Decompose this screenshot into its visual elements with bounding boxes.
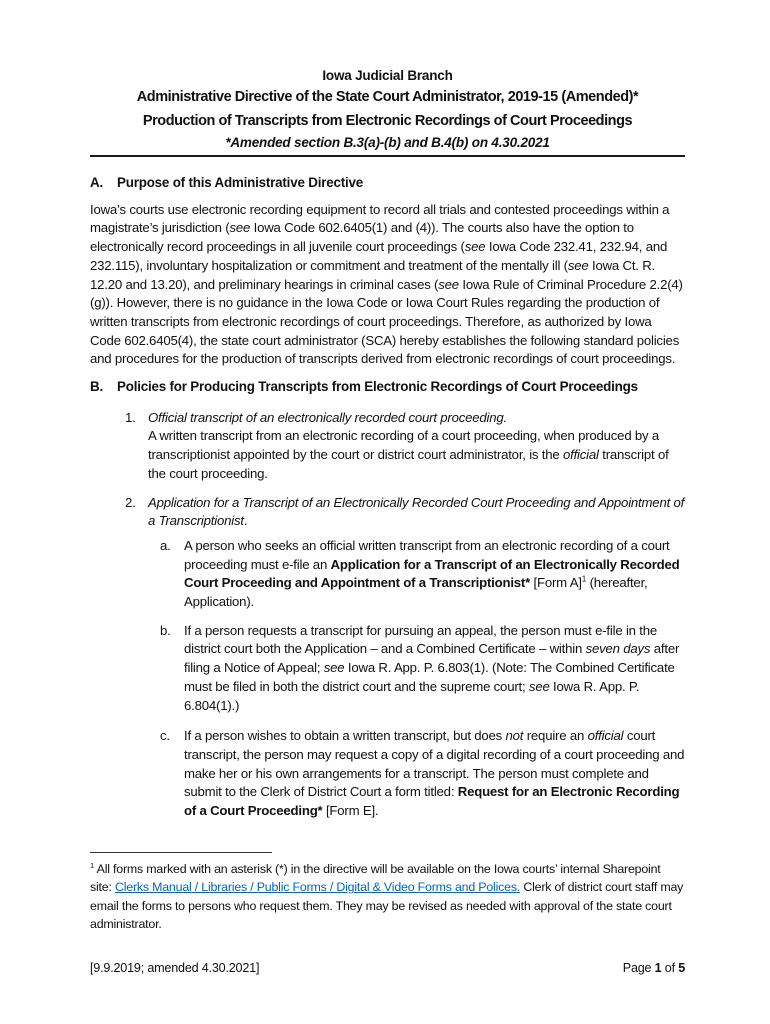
list-item-2 [90, 494, 685, 531]
text-run: 5 [678, 961, 685, 975]
section-a-paragraph [90, 201, 685, 369]
list-subitem-b-letter: b. [160, 622, 171, 638]
list-subitem-a-letter: a. [160, 537, 171, 553]
text-run: require an [523, 728, 588, 744]
text-run: not [505, 728, 524, 744]
document-header [90, 66, 685, 152]
text-run: Application for a Transcript of an Electronically Recorded Court Proceeding and Appointment of a Transcriptionist* [184, 556, 680, 591]
list-item-2-text [148, 495, 684, 529]
list-subitem-b [90, 622, 685, 716]
list-item-1-text [148, 410, 669, 481]
text-run: [Form E]. [322, 803, 379, 819]
list-subitem-c-text [184, 728, 684, 818]
text-run: see [528, 678, 550, 694]
text-run: If a person requests a transcript for pursuing an appeal, the person must e-file in the district court both the Application – and a Combined Certificate – within [184, 622, 658, 657]
text-run: Iowa Rule of Criminal Procedure 2.2(4)(g)). However, there is no guidance in the Iowa Code or Iowa Court Rules regarding the production of written transcripts from electronic recordings of court proceedings. Therefore, as authorized by Iowa Code 602.6405(4), the state court administrator (SCA) hereby establishes the following standard policies and procedures for the production of transcripts derived from electronic recordings of court proceedings. [90, 276, 683, 367]
text-run: A person who seeks an official written transcript from an electronic recording of a court proceeding must e-file an [184, 537, 670, 572]
text-run: of [661, 961, 679, 975]
section-b-heading-text: Policies for Producing Transcripts from Electronic Recordings of Court Proceedings [117, 379, 638, 395]
list-subitem-b-text [184, 623, 679, 713]
list-item-1 [90, 409, 685, 484]
footer-revision-date: [9.9.2019; amended 4.30.2021] [90, 961, 260, 975]
section-a-heading [90, 174, 685, 193]
text-run: after filing a Notice of Appeal; [184, 641, 680, 676]
text-run: Page [622, 961, 655, 975]
text-run: 1 [90, 860, 95, 870]
text-run: transcript of the court proceeding. [148, 447, 669, 481]
text-run: Iowa R. App. P. 6.803(1). (Note: The Combined Certificate must be filed in both the district court and the supreme court; [184, 660, 675, 694]
text-run: A written transcript from an electronic recording of a court proceeding, when produced by a transcriptionist appointed by the court or district court administrator, is the [148, 428, 660, 463]
list-subitem-c-letter: c. [160, 728, 170, 744]
text-run: Iowa Ct. R. 12.20 and 13.20), and preliminary hearings in criminal cases ( [90, 257, 656, 292]
text-run: Iowa Code 232.41, 232.94, and 232.115), involuntary hospitalization or commitment and treatment of the mentally ill ( [90, 239, 668, 273]
list-subitem-a-text [184, 538, 679, 609]
text-run: 1 [581, 574, 587, 584]
directive-subtitle: Production of Transcripts from Electronic Recordings of Court Proceedings [142, 113, 633, 129]
list-subitem-c [90, 727, 685, 821]
text-run: 1 [654, 961, 662, 975]
text-run: Request for an Electronic Recording of a Court Proceeding* [184, 784, 680, 819]
text-run: [Form A] [530, 575, 582, 591]
footer-page-number [623, 959, 685, 978]
section-a-label: A. [90, 175, 103, 190]
text-run: see [323, 660, 345, 676]
text-run: (hereafter, Application). [184, 575, 648, 610]
text-run: see [464, 239, 486, 255]
header-divider [90, 155, 685, 157]
list-subitem-a [90, 537, 685, 612]
text-run: court transcript, the person may request a copy of a digital recording of a court proceeding and make her or his own arrangements for a transcript. The person must complete and submit to the Clerk of District Court a form titled: [184, 728, 685, 800]
text-run: Iowa Code 602.6405(1) and (4)). The courts also have the option to electronically record proceedings in all juvenile court proceedings ( [90, 220, 634, 255]
text-run: If a person wishes to obtain a written transcript, but does [184, 728, 506, 744]
section-b-heading [90, 378, 685, 397]
list-item-2-number: 2. [125, 494, 136, 510]
text-run: All forms marked with an asterisk (*) in the directive will be available on the Iowa courts’ internal Sharepoint site: [90, 862, 661, 895]
text-run: official [587, 728, 624, 744]
text-run: Clerk of district court staff may email the forms to persons who request them. They may be revised as needed with approval of the state court administrator. [90, 880, 684, 932]
list-item-1-number: 1. [125, 409, 136, 425]
directive-title: Administrative Directive of the State Court Administrator, 2019-15 (Amended)* [136, 89, 639, 105]
text-run: official [563, 447, 599, 463]
footnote [90, 852, 685, 934]
footnote-text [90, 860, 685, 934]
section-b-label: B. [90, 379, 103, 395]
text-run: Iowa R. App. P. 6.804(1).) [184, 678, 640, 713]
text-run: see [567, 257, 589, 273]
text-run: Official transcript of an electronically recorded court proceeding. [148, 409, 507, 425]
text-run: seven days [585, 641, 651, 657]
text-run: see [229, 220, 251, 236]
sharepoint-forms-link[interactable]: Clerks Manual / Libraries / Public Forms / Digital & Video Forms and Polices. [114, 880, 521, 895]
amendment-note: *Amended section B.3(a)-(b) and B.4(b) on 4.30.2021 [225, 135, 550, 150]
footnote-divider [90, 852, 272, 853]
section-a-heading-text: Purpose of this Administrative Directive [117, 175, 363, 190]
text-run: . [243, 513, 248, 529]
text-run: see [438, 276, 459, 292]
text-run: Application for a Transcript of an Electronically Recorded Court Proceeding and Appointment of a Transcriptionist [148, 494, 685, 529]
page-footer [90, 959, 685, 978]
text-run: Iowa’s courts use electronic recording equipment to record all trials and contested proceedings within a magistrate’s jurisdiction ( [90, 201, 670, 236]
org-name: Iowa Judicial Branch [322, 68, 453, 83]
